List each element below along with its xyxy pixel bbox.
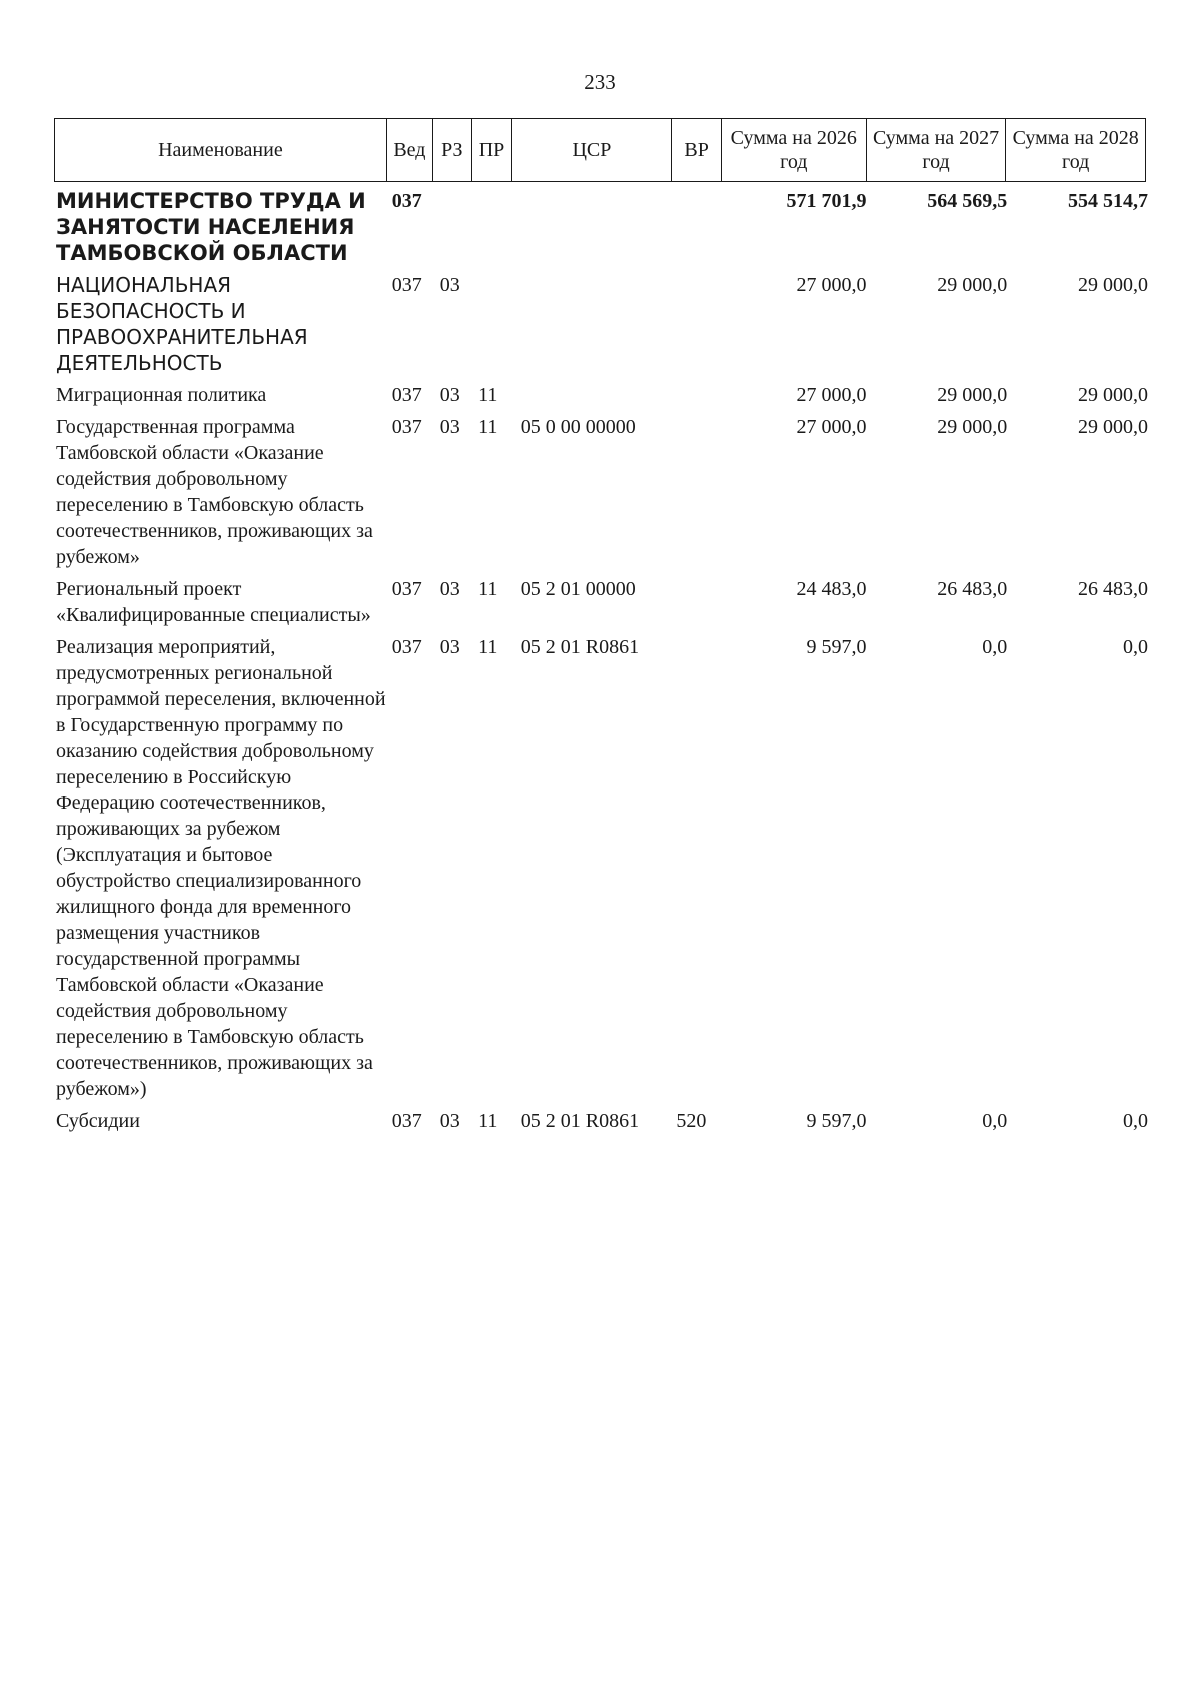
cell-csr: 05 2 01 00000 xyxy=(520,578,636,600)
cell-csr: 05 2 01 R0861 xyxy=(520,1110,640,1132)
cell-ved: 037 xyxy=(391,416,422,438)
cell-name: Субсидии xyxy=(56,1110,140,1132)
cell-csr: 05 0 00 00000 xyxy=(520,416,636,438)
cell-vr xyxy=(674,382,723,414)
cell-sum-2027: 564 569,5 xyxy=(927,190,1008,212)
cell-name: НАЦИОНАЛЬНАЯ БЕЗОПАСНОСТЬ И ПРАВООХРАНИТЕЛЬНАЯ ДЕЯТЕЛЬНОСТЬ xyxy=(56,273,308,375)
cell-sum-2028: 29 000,0 xyxy=(1078,416,1148,438)
cell-pr: 11 xyxy=(478,578,498,600)
cell-pr xyxy=(476,188,519,272)
cell-ved: 037 xyxy=(391,636,422,658)
cell-sum-2027: 0,0 xyxy=(982,1110,1008,1132)
cell-pr: 11 xyxy=(478,384,498,406)
cell-sum-2028: 29 000,0 xyxy=(1078,274,1148,296)
cell-vr xyxy=(674,414,723,576)
cell-name: Государственная программа Тамбовской области «Оказание содействия добровольному переселению в Тамбовскую область соотечественников, проживающих за рубежом» xyxy=(56,416,373,568)
cell-vr xyxy=(674,576,723,634)
cell-pr: 11 xyxy=(478,636,498,658)
cell-csr: 05 2 01 R0861 xyxy=(520,636,640,658)
cell-csr xyxy=(519,382,675,414)
cell-ved: 037 xyxy=(391,190,422,212)
table-header xyxy=(54,118,1146,182)
cell-sum-2028: 0,0 xyxy=(1123,636,1148,658)
table-row xyxy=(54,414,1152,576)
table-row xyxy=(54,576,1152,634)
table-row xyxy=(54,1108,1152,1140)
cell-pr xyxy=(476,272,519,382)
cell-sum-2027: 29 000,0 xyxy=(937,384,1008,406)
header-sum-2028: Сумма на 2028 год xyxy=(1006,119,1146,182)
cell-sum-2028: 554 514,7 xyxy=(1068,190,1148,212)
cell-rz: 03 xyxy=(439,636,460,658)
cell-vr xyxy=(674,272,723,382)
page-number: 233 xyxy=(584,70,616,94)
cell-sum-2028: 29 000,0 xyxy=(1078,384,1148,406)
cell-sum-2026: 27 000,0 xyxy=(796,384,867,406)
cell-name: Миграционная политика xyxy=(56,384,267,406)
cell-name: МИНИСТЕРСТВО ТРУДА И ЗАНЯТОСТИ НАСЕЛЕНИЯ ТАМБОВСКОЙ ОБЛАСТИ xyxy=(56,189,366,265)
cell-sum-2026: 571 701,9 xyxy=(786,190,867,212)
cell-sum-2026: 9 597,0 xyxy=(806,1110,867,1132)
budget-table xyxy=(54,188,1152,1140)
cell-sum-2026: 24 483,0 xyxy=(796,578,867,600)
cell-csr xyxy=(519,272,675,382)
header-sum-2027: Сумма на 2027 год xyxy=(866,119,1006,182)
table-row xyxy=(54,382,1152,414)
header-vr: ВР xyxy=(672,119,721,182)
header-sum-2026: Сумма на 2026 год xyxy=(721,119,866,182)
cell-sum-2026: 27 000,0 xyxy=(796,274,867,296)
cell-pr: 11 xyxy=(478,1110,498,1132)
cell-ved: 037 xyxy=(391,274,422,296)
cell-rz: 03 xyxy=(439,1110,460,1132)
header-ved: Вед xyxy=(386,119,432,182)
cell-ved: 037 xyxy=(391,578,422,600)
cell-rz: 03 xyxy=(439,274,460,296)
cell-vr xyxy=(674,188,723,272)
cell-sum-2027: 29 000,0 xyxy=(937,274,1008,296)
table-row xyxy=(54,272,1152,382)
cell-name: Региональный проект «Квалифицированные специалисты» xyxy=(56,578,371,626)
cell-sum-2026: 27 000,0 xyxy=(796,416,867,438)
cell-sum-2028: 26 483,0 xyxy=(1078,578,1148,600)
cell-sum-2028: 0,0 xyxy=(1123,1110,1148,1132)
cell-pr: 11 xyxy=(478,416,498,438)
cell-ved: 037 xyxy=(391,384,422,406)
table-row xyxy=(54,634,1152,1108)
cell-sum-2026: 9 597,0 xyxy=(806,636,867,658)
header-pr: ПР xyxy=(471,119,512,182)
header-name: Наименование xyxy=(55,119,387,182)
cell-ved: 037 xyxy=(391,1110,422,1132)
cell-sum-2027: 29 000,0 xyxy=(937,416,1008,438)
cell-rz xyxy=(438,188,476,272)
cell-csr xyxy=(519,188,675,272)
cell-rz: 03 xyxy=(439,416,460,438)
cell-rz: 03 xyxy=(439,384,460,406)
header-rz: РЗ xyxy=(432,119,471,182)
header-csr: ЦСР xyxy=(512,119,672,182)
cell-vr: 520 xyxy=(676,1110,707,1132)
table-row xyxy=(54,188,1152,272)
cell-sum-2027: 26 483,0 xyxy=(937,578,1008,600)
cell-vr xyxy=(674,634,723,1108)
cell-sum-2027: 0,0 xyxy=(982,636,1008,658)
cell-name: Реализация мероприятий, предусмотренных региональной программой переселения, включенной в Государственную программу по оказанию содействия добровольному переселению в Российскую Федерацию соотечественников, проживающих за рубежом (Эксплуатация и бытовое обустройство специализированного жилищного фонда для временного размещения участников государственной программы Тамбовской области «Оказание содействия добровольному переселению в Тамбовскую область соотечественников, проживающих за рубежом») xyxy=(56,636,386,1100)
cell-rz: 03 xyxy=(439,578,460,600)
